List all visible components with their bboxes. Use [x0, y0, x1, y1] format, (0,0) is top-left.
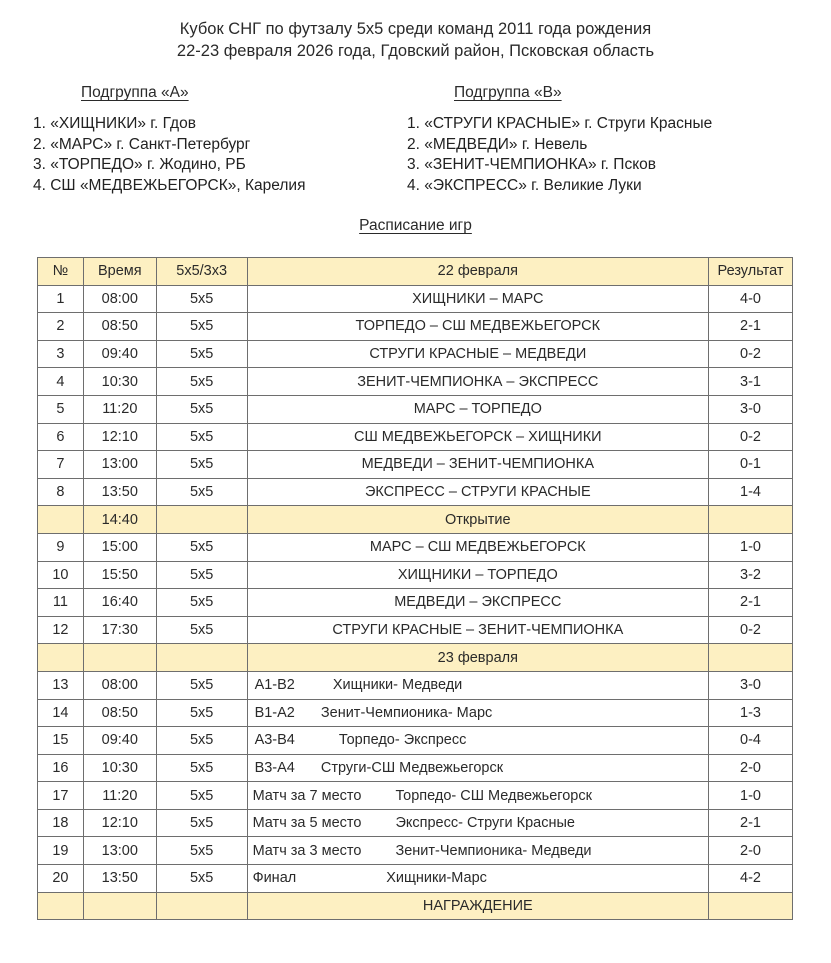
match-pair: Хищники-Марс: [386, 870, 487, 887]
match-number: 10: [38, 561, 84, 589]
match-result: 4-2: [709, 865, 793, 893]
table-row: [38, 589, 793, 617]
match-pair: Экспресс- Струги Красные: [395, 815, 575, 832]
match-result: 0-1: [709, 451, 793, 479]
match-time: 10:30: [83, 368, 156, 396]
match-time: 13:50: [83, 478, 156, 506]
match-stage: В3-А4: [254, 759, 295, 776]
match-format: 5х5: [156, 395, 247, 423]
match-pair: Зенит-Чемпионика- Медведи: [395, 842, 592, 859]
match-teams: МАРС – ТОРПЕДО: [247, 395, 708, 423]
table-row: [38, 423, 793, 451]
empty-cell: [156, 644, 247, 672]
empty-cell: [38, 644, 84, 672]
match-teams: [247, 727, 708, 755]
match-stage: Матч за 3 место: [252, 842, 362, 859]
match-stage: Финал: [252, 870, 297, 887]
empty-cell: [709, 892, 793, 920]
group-a: [33, 84, 305, 196]
match-time: 13:00: [83, 837, 156, 865]
match-number: 13: [38, 671, 84, 699]
match-teams: [247, 865, 708, 893]
match-teams: ЗЕНИТ-ЧЕМПИОНКА – ЭКСПРЕСС: [247, 368, 708, 396]
match-time: 12:10: [83, 809, 156, 837]
match-format: 5х5: [156, 340, 247, 368]
match-number: 4: [38, 368, 84, 396]
match-number: 7: [38, 451, 84, 479]
match-number: 6: [38, 423, 84, 451]
match-time: 08:50: [83, 313, 156, 341]
column-header-time: Время: [83, 258, 156, 286]
match-format: 5х5: [156, 865, 247, 893]
group-a-team: 2. «МАРС» г. Санкт-Петербург: [33, 135, 251, 153]
match-number: 5: [38, 395, 84, 423]
match-format: 5х5: [156, 313, 247, 341]
match-format: 5х5: [156, 368, 247, 396]
match-format: 5х5: [156, 533, 247, 561]
event-label: Открытие: [247, 506, 708, 534]
table-row: [38, 699, 793, 727]
match-stage: Матч за 7 место: [252, 787, 362, 804]
match-time: 08:50: [83, 699, 156, 727]
match-format: 5х5: [156, 754, 247, 782]
match-number: 3: [38, 340, 84, 368]
event-label: 23 февраля: [247, 644, 708, 672]
match-stage: А3-В4: [254, 732, 295, 749]
group-b-title: Подгруппа «В»: [454, 84, 562, 101]
table-row: [38, 809, 793, 837]
match-result: 2-0: [709, 754, 793, 782]
match-number: 18: [38, 809, 84, 837]
match-number: 17: [38, 782, 84, 810]
empty-cell: [709, 644, 793, 672]
table-row: [38, 727, 793, 755]
match-number: 11: [38, 589, 84, 617]
match-stage: Матч за 5 место: [252, 815, 362, 832]
table-row: [38, 616, 793, 644]
column-header-day: 22 февраля: [247, 258, 708, 286]
table-row: [38, 754, 793, 782]
match-format: 5х5: [156, 671, 247, 699]
match-time: 09:40: [83, 340, 156, 368]
schedule-table: [37, 257, 793, 920]
match-number: 12: [38, 616, 84, 644]
group-a-team: 3. «ТОРПЕДО» г. Жодино, РБ: [33, 156, 246, 173]
match-format: 5х5: [156, 727, 247, 755]
match-result: 2-1: [709, 589, 793, 617]
match-teams: ТОРПЕДО – СШ МЕДВЕЖЬЕГОРСК: [247, 313, 708, 341]
match-number: 20: [38, 865, 84, 893]
match-teams: [247, 809, 708, 837]
match-result: 3-0: [709, 395, 793, 423]
match-number: 9: [38, 533, 84, 561]
empty-cell: [38, 506, 84, 534]
match-number: 15: [38, 727, 84, 755]
table-row: [38, 340, 793, 368]
group-b-team: 3. «ЗЕНИТ-ЧЕМПИОНКА» г. Псков: [407, 156, 656, 173]
event-time: 14:40: [83, 506, 156, 534]
match-teams: [247, 671, 708, 699]
match-result: 1-4: [709, 478, 793, 506]
match-result: 1-3: [709, 699, 793, 727]
group-b: [407, 84, 712, 196]
match-number: 1: [38, 285, 84, 313]
table-row: [38, 865, 793, 893]
schedule-body: [38, 285, 793, 920]
match-pair: Торпедо- Экспресс: [338, 732, 467, 749]
match-format: 5х5: [156, 561, 247, 589]
match-number: 16: [38, 754, 84, 782]
match-result: 0-2: [709, 616, 793, 644]
match-time: 11:20: [83, 782, 156, 810]
opening-row: [38, 506, 793, 534]
match-time: 15:50: [83, 561, 156, 589]
match-pair: Хищники- Медведи: [332, 677, 463, 694]
schedule-title: Расписание игр: [359, 217, 472, 234]
table-row: [38, 533, 793, 561]
day2-header-row: [38, 644, 793, 672]
group-b-team: 4. «ЭКСПРЕСС» г. Великие Луки: [407, 176, 642, 194]
match-teams: ХИЩНИКИ – МАРС: [247, 285, 708, 313]
empty-cell: [156, 892, 247, 920]
match-teams: [247, 699, 708, 727]
match-result: 0-2: [709, 423, 793, 451]
match-number: 19: [38, 837, 84, 865]
match-teams: МЕДВЕДИ – ЗЕНИТ-ЧЕМПИОНКА: [247, 451, 708, 479]
match-result: 2-1: [709, 809, 793, 837]
match-format: 5х5: [156, 423, 247, 451]
match-time: 09:40: [83, 727, 156, 755]
match-teams: [247, 837, 708, 865]
group-b-team: 2. «МЕДВЕДИ» г. Невель: [407, 135, 588, 153]
table-row: [38, 671, 793, 699]
group-a-team: 4. СШ «МЕДВЕЖЬЕГОРСК», Карелия: [33, 176, 306, 194]
match-format: 5х5: [156, 589, 247, 617]
match-time: 08:00: [83, 671, 156, 699]
match-time: 15:00: [83, 533, 156, 561]
match-result: 1-0: [709, 533, 793, 561]
table-row: [38, 478, 793, 506]
empty-cell: [156, 506, 247, 534]
match-teams: [247, 754, 708, 782]
group-b-team: 1. «СТРУГИ КРАСНЫЕ» г. Струги Красные: [407, 115, 713, 132]
empty-cell: [83, 892, 156, 920]
table-row: [38, 395, 793, 423]
match-teams: СТРУГИ КРАСНЫЕ – ЗЕНИТ-ЧЕМПИОНКА: [247, 616, 708, 644]
match-format: 5х5: [156, 451, 247, 479]
match-time: 08:00: [83, 285, 156, 313]
match-time: 13:50: [83, 865, 156, 893]
match-result: 0-2: [709, 340, 793, 368]
match-teams: МАРС – СШ МЕДВЕЖЬЕГОРСК: [247, 533, 708, 561]
table-row: [38, 313, 793, 341]
match-result: 0-4: [709, 727, 793, 755]
match-format: 5х5: [156, 285, 247, 313]
match-time: 17:30: [83, 616, 156, 644]
match-format: 5х5: [156, 616, 247, 644]
group-a-title: Подгруппа «А»: [81, 84, 189, 101]
match-result: 1-0: [709, 782, 793, 810]
match-teams: СШ МЕДВЕЖЬЕГОРСК – ХИЩНИКИ: [247, 423, 708, 451]
match-pair: Зенит-Чемпионика- Марс: [320, 704, 493, 721]
match-result: 3-2: [709, 561, 793, 589]
match-result: 3-0: [709, 671, 793, 699]
match-format: 5х5: [156, 782, 247, 810]
column-header-result: Результат: [709, 258, 793, 286]
match-time: 10:30: [83, 754, 156, 782]
match-pair: Торпедо- СШ Медвежьегорск: [395, 787, 592, 804]
match-time: 12:10: [83, 423, 156, 451]
match-number: 8: [38, 478, 84, 506]
title-line-2: 22-23 февраля 2026 года, Гдовский район, Псковская область: [176, 42, 655, 60]
match-format: 5х5: [156, 837, 247, 865]
match-number: 14: [38, 699, 84, 727]
match-stage: А1-В2: [254, 677, 295, 694]
event-label: НАГРАЖДЕНИЕ: [247, 892, 708, 920]
match-format: 5х5: [156, 699, 247, 727]
match-time: 16:40: [83, 589, 156, 617]
table-row: [38, 368, 793, 396]
empty-cell: [709, 506, 793, 534]
column-header-number: №: [38, 258, 84, 286]
match-teams: МЕДВЕДИ – ЭКСПРЕСС: [247, 589, 708, 617]
table-row: [38, 451, 793, 479]
table-row: [38, 782, 793, 810]
match-result: 4-0: [709, 285, 793, 313]
match-time: 11:20: [83, 395, 156, 423]
match-teams: ЭКСПРЕСС – СТРУГИ КРАСНЫЕ: [247, 478, 708, 506]
match-format: 5х5: [156, 809, 247, 837]
empty-cell: [83, 644, 156, 672]
awards-row: [38, 892, 793, 920]
table-row: [38, 561, 793, 589]
match-result: 2-0: [709, 837, 793, 865]
match-number: 2: [38, 313, 84, 341]
table-row: [38, 285, 793, 313]
match-stage: В1-А2: [254, 704, 295, 721]
match-pair: Струги-СШ Медвежьегорск: [320, 759, 504, 776]
group-a-team: 1. «ХИЩНИКИ» г. Гдов: [33, 115, 196, 132]
match-format: 5х5: [156, 478, 247, 506]
match-teams: [247, 782, 708, 810]
column-header-format: 5х5/3х3: [156, 258, 247, 286]
empty-cell: [38, 892, 84, 920]
match-result: 3-1: [709, 368, 793, 396]
match-teams: ХИЩНИКИ – ТОРПЕДО: [247, 561, 708, 589]
table-row: [38, 837, 793, 865]
document-title: [0, 18, 831, 62]
match-time: 13:00: [83, 451, 156, 479]
match-result: 2-1: [709, 313, 793, 341]
match-teams: СТРУГИ КРАСНЫЕ – МЕДВЕДИ: [247, 340, 708, 368]
title-line-1: Кубок СНГ по футзалу 5х5 среди команд 2011 года рождения: [179, 20, 652, 38]
table-header-row: [38, 258, 793, 286]
